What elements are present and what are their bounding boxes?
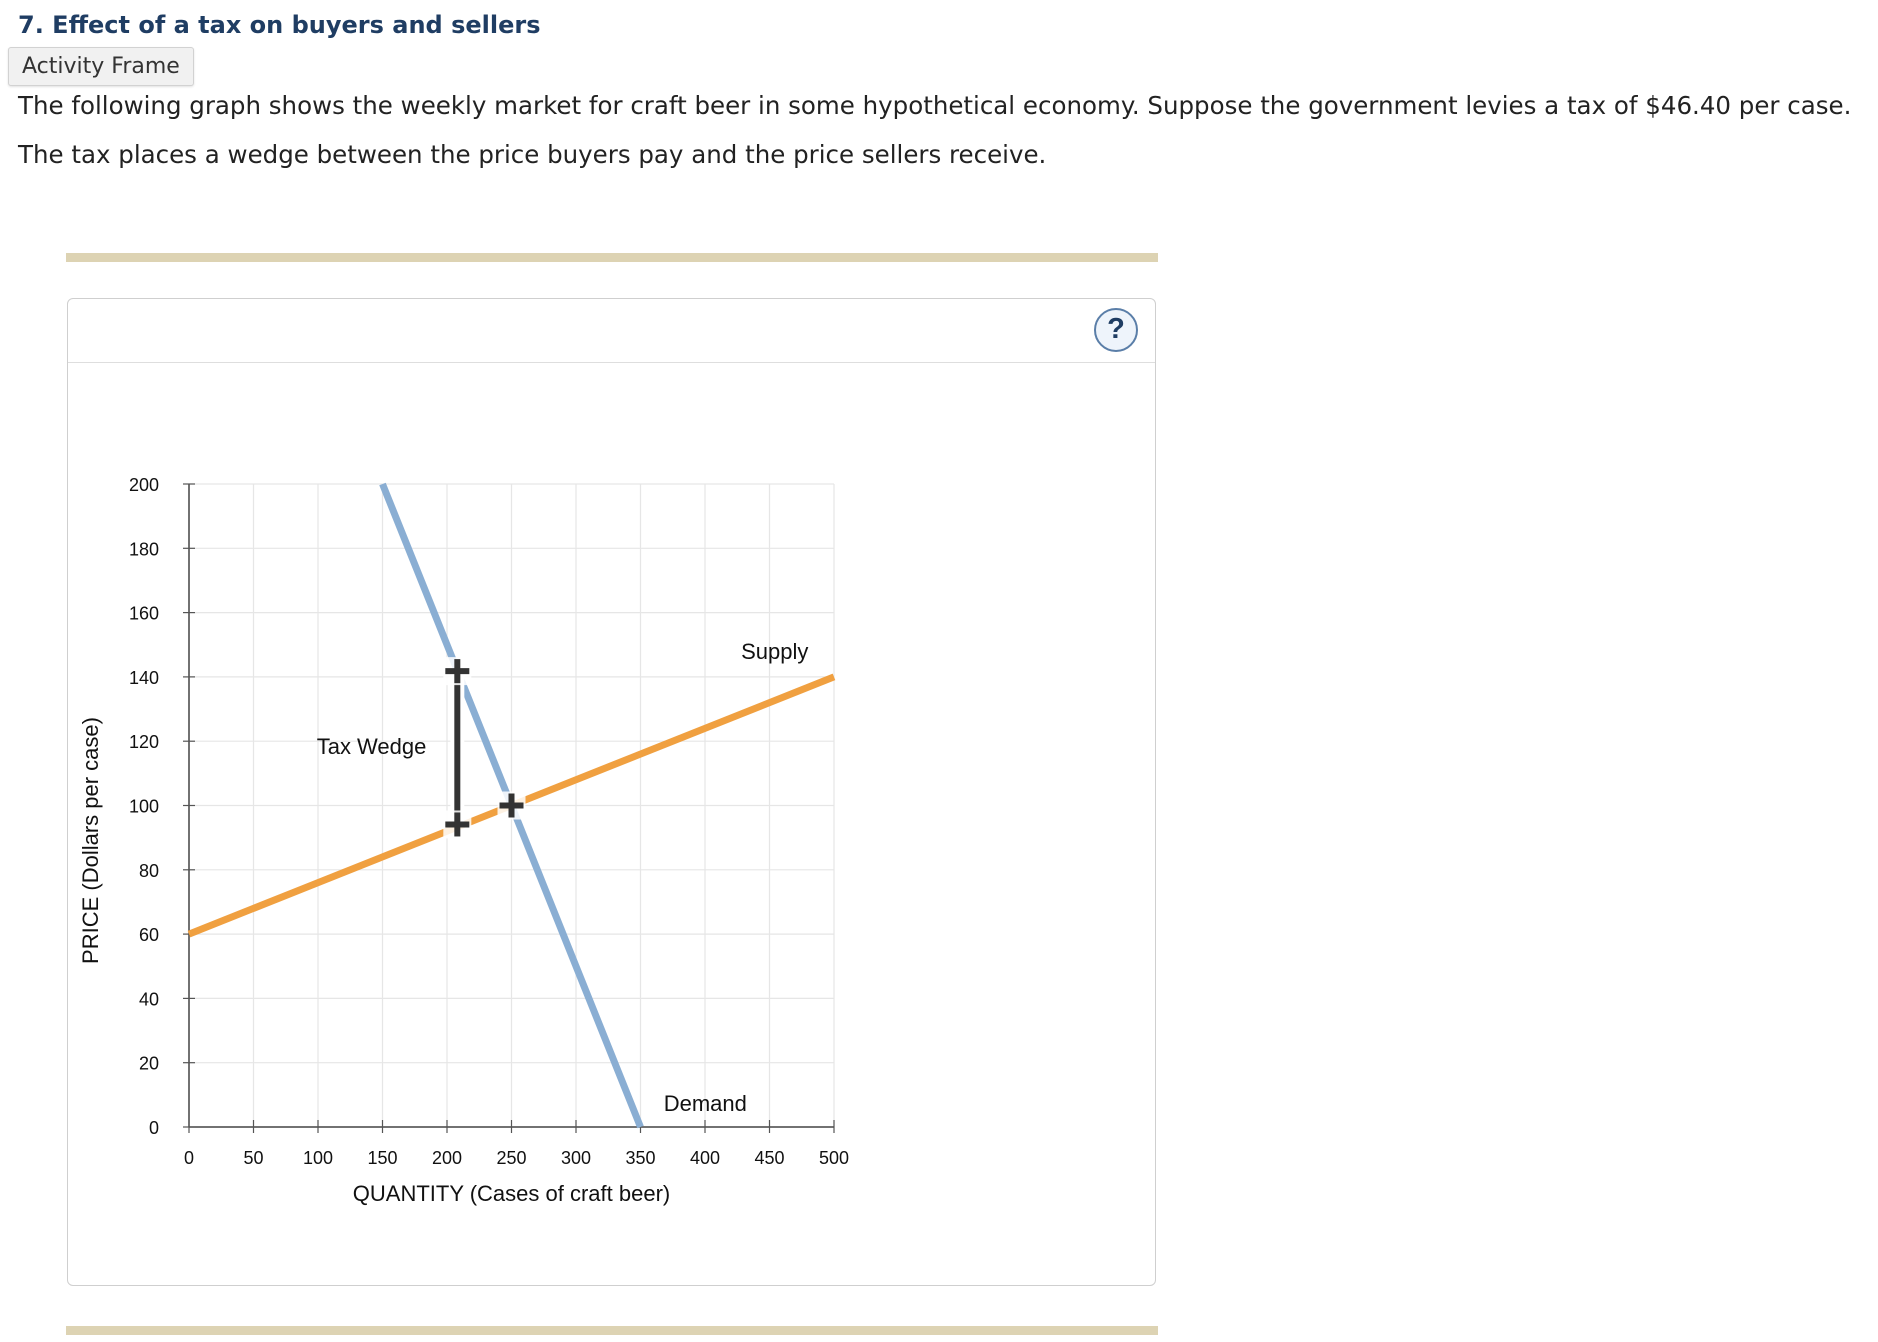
question-title: 7. Effect of a tax on buyers and sellers	[18, 11, 541, 39]
y-tick-label: 20	[138, 1053, 159, 1074]
y-tick-label: 60	[138, 925, 159, 946]
x-tick-label: 50	[243, 1148, 264, 1168]
y-tick-label: 140	[128, 667, 159, 688]
x-tick-label: 150	[367, 1148, 398, 1168]
y-tick-label: 0	[148, 1118, 159, 1138]
y-tick-label: 200	[128, 475, 159, 495]
activity-frame-tab[interactable]: Activity Frame	[8, 47, 194, 86]
y-axis-title: PRICE (Dollars per case)	[78, 717, 103, 964]
x-tick-label: 250	[496, 1148, 527, 1168]
x-tick-label: 450	[754, 1148, 785, 1168]
question-text-2: The tax places a wedge between the price buyers pay and the price sellers receive.	[18, 140, 1047, 169]
help-icon[interactable]: ?	[1094, 308, 1138, 352]
x-tick-label: 200	[431, 1148, 463, 1168]
y-tick-label: 100	[128, 796, 159, 817]
y-tick-label: 120	[128, 732, 159, 753]
tax-graph	[68, 299, 1157, 1287]
x-tick-label: 100	[302, 1148, 334, 1168]
y-tick-label: 180	[128, 539, 159, 560]
graph-panel	[67, 298, 1156, 1286]
tax-wedge-label: Tax Wedge	[316, 734, 427, 760]
x-tick-label: 500	[818, 1148, 850, 1168]
y-tick-label: 160	[128, 603, 159, 624]
demand-label: Demand	[663, 1090, 747, 1116]
x-axis-title: QUANTITY (Cases of craft beer)	[352, 1181, 671, 1206]
question-text-1: The following graph shows the weekly market for craft beer in some hypothetical economy. Suppose the government levies a tax of $46.40 per case.	[18, 91, 1852, 120]
x-tick-label: 300	[560, 1148, 592, 1168]
x-tick-label: 350	[625, 1148, 656, 1168]
divider-bottom	[66, 1326, 1158, 1335]
labels	[78, 475, 849, 1206]
y-tick-label: 40	[138, 989, 159, 1010]
y-tick-label: 80	[138, 860, 159, 881]
divider-top	[66, 253, 1158, 262]
tax-wedge-group[interactable]	[443, 657, 525, 838]
supply-label: Supply	[741, 639, 809, 665]
x-tick-label: 0	[183, 1148, 195, 1168]
x-tick-label: 400	[689, 1148, 721, 1168]
